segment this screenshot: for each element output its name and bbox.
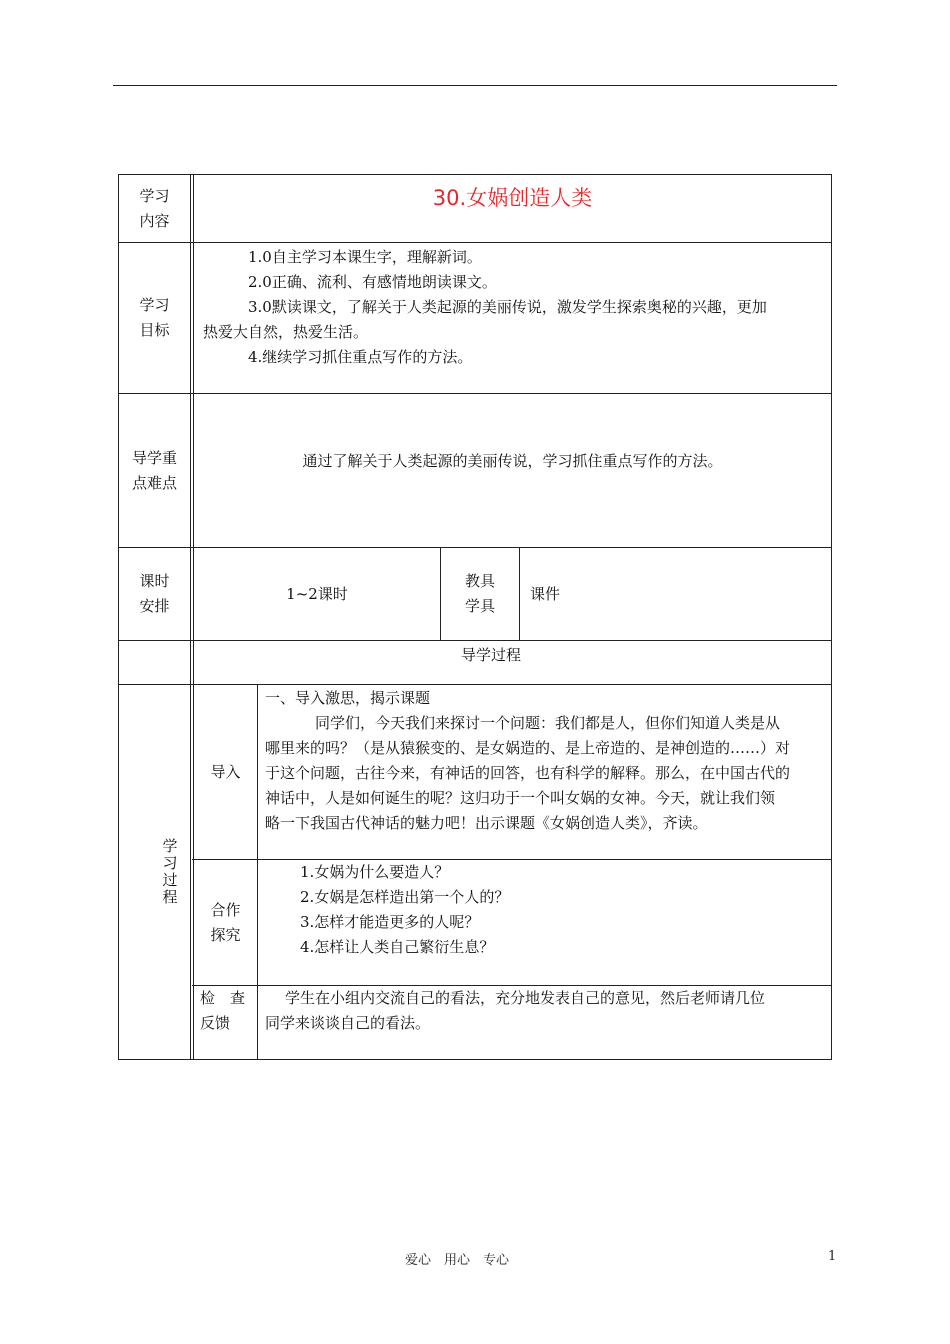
focus-label-line1: 导学重 (131, 448, 177, 467)
intro-line: 哪里来的吗？（是从猿猴变的、是女娲造的、是上帝造的、是神创造的……）对 (265, 739, 791, 757)
header-rule (113, 85, 837, 86)
intro-line: 略一下我国古代神话的魅力吧！出示课题《女娲创造人类》，齐读。 (265, 814, 708, 832)
content-label (119, 175, 190, 242)
content-label-line1: 学习 (139, 186, 170, 205)
intro-line: 同学们，今天我们来探讨一个问题：我们都是人，但你们知道人类是从 (315, 714, 781, 732)
schedule-label-line1: 课时 (139, 572, 170, 590)
goals-label-line2: 目标 (139, 321, 170, 339)
goal-item: 2.0正确、流利、有感情地朗读课文。 (248, 273, 497, 291)
check-label-line2: 反馈 (200, 1014, 231, 1032)
goal-item: 1.0自主学习本课生字，理解新词。 (248, 248, 482, 266)
process-header: 导学过程 (460, 645, 521, 664)
goals-label (119, 243, 190, 393)
check-line: 同学来谈谈自己的看法。 (265, 1014, 431, 1032)
intro-heading: 一、导入激思，揭示课题 (265, 689, 431, 707)
tools-value: 课件 (530, 585, 561, 603)
goal-item: 热爱大自然，热爱生活。 (203, 323, 369, 341)
coop-item: 2.女娲是怎样造出第一个人的？ (300, 888, 510, 906)
coop-item: 4.怎样让人类自己繁衍生息？ (300, 938, 495, 956)
check-label-line1: 检 查 (200, 989, 246, 1007)
coop-item: 1.女娲为什么要造人？ (300, 863, 450, 881)
coop-list (300, 860, 820, 960)
check-line: 学生在小组内交流自己的看法，充分地发表自己的意见，然后老师请几位 (285, 989, 766, 1007)
goal-item: 4.继续学习抓住重点写作的方法。 (248, 348, 473, 366)
intro-line: 神话中，人是如何诞生的呢？这归功于一个叫女娲的女神。今天，就让我们领 (265, 789, 776, 807)
coop-label (194, 860, 257, 985)
intro-label: 导入 (210, 762, 241, 781)
intro-section (265, 686, 825, 836)
check-text (265, 986, 825, 1036)
tools-label (441, 548, 519, 640)
coop-item: 3.怎样才能造更多的人呢？ (300, 913, 480, 931)
goals-list (203, 245, 828, 370)
tools-label-line1: 教具 (464, 572, 495, 590)
coop-label-line1: 合作 (210, 900, 241, 919)
focus-text: 通过了解关于人类起源的美丽传说，学习抓住重点写作的方法。 (302, 452, 723, 470)
process-label: 学习过程 (162, 837, 178, 906)
check-label (200, 986, 255, 1036)
lesson-title: 30.女娲创造人类 (432, 185, 593, 210)
goal-item: 3.0默读课文，了解关于人类起源的美丽传说，激发学生探索奥秘的兴趣，更加 (248, 298, 767, 316)
page-number: 1 (828, 1249, 837, 1264)
focus-label (119, 394, 190, 547)
schedule-label (119, 548, 190, 640)
tools-label-line2: 学具 (464, 597, 495, 615)
goals-label-line1: 学习 (139, 296, 170, 314)
coop-label-line2: 探究 (210, 925, 241, 944)
content-label-line2: 内容 (139, 211, 170, 230)
footer-motto: 爱心 用心 专心 (405, 1253, 510, 1268)
schedule-label-line2: 安排 (139, 597, 170, 615)
focus-label-line2: 点难点 (131, 473, 177, 492)
intro-line: 于这个问题，古往今来，有神话的回答，也有科学的解释。那么，在中国古代的 (265, 764, 791, 782)
schedule-value: 1~2课时 (286, 584, 348, 603)
